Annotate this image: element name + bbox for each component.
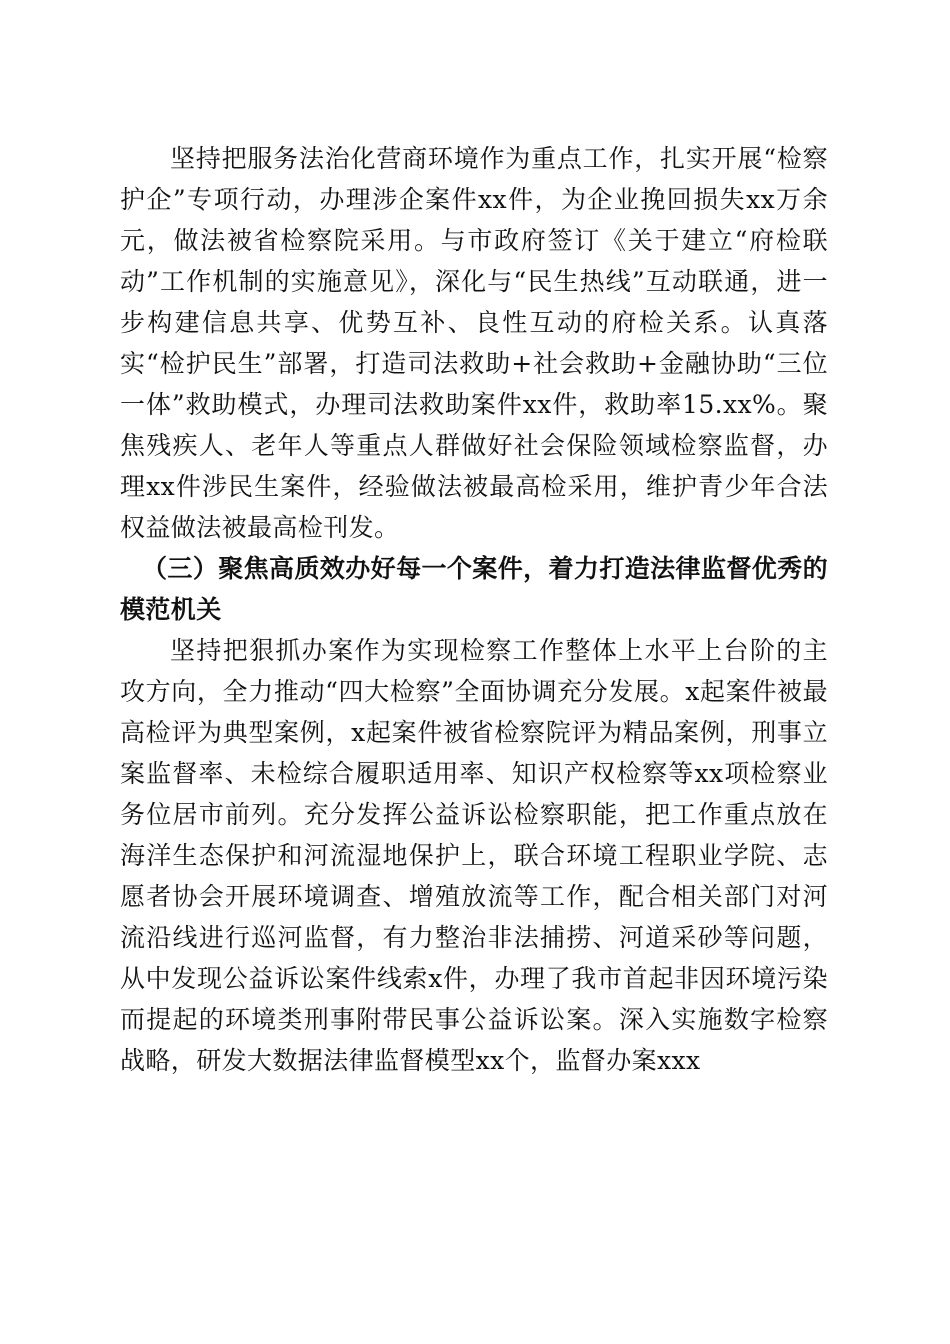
body-paragraph-1: 坚持把服务法治化营商环境作为重点工作，扎实开展“检察护企”专项行动，办理涉企案件xx件，为企业挽回损失xx万余元，做法被省检察院采用。与市政府签订《关于建立“府检联动”工作机制的实施意见》，深化与“民生热线”互动联通，进一步构建信息共享、优势互补、良性互动的府检关系。认真落实“检护民生”部署，打造司法救助+社会救助+金融协助“三位一体”救助模式，办理司法救助案件xx件，救助率15.xx%。聚焦残疾人、老年人等重点人群做好社会保险领域检察监督，办理xx件涉民生案件，经验做法被最高检采用，维护青少年合法权益做法被最高检刊发。 [120, 144, 828, 542]
body-paragraph-2: 坚持把狠抓办案作为实现检察工作整体上水平上台阶的主攻方向，全力推动“四大检察”全面协调充分发展。x起案件被最高检评为典型案例，x起案件被省检察院评为精品案例，刑事立案监督率、未检综合履职适用率、知识产权检察等xx项检察业务位居市前列。充分发挥公益诉讼检察职能，把工作重点放在海洋生态保护和河流湿地保护上，联合环境工程职业学院、志愿者协会开展环境调查、增殖放流等工作，配合相关部门对河流沿线进行巡河监督，有力整治非法捕捞、河道采砂等问题，从中发现公益诉讼案件线索x件，办理了我市首起非因环境污染而提起的环境类刑事附带民事公益诉讼案。深入实施数字检察战略，研发大数据法律监督模型xx个，监督办案xxx [120, 636, 828, 1075]
document-body [120, 138, 828, 1081]
section-heading-3: （三）聚焦高质效办好每一个案件，着力打造法律监督优秀的模范机关 [120, 554, 828, 624]
